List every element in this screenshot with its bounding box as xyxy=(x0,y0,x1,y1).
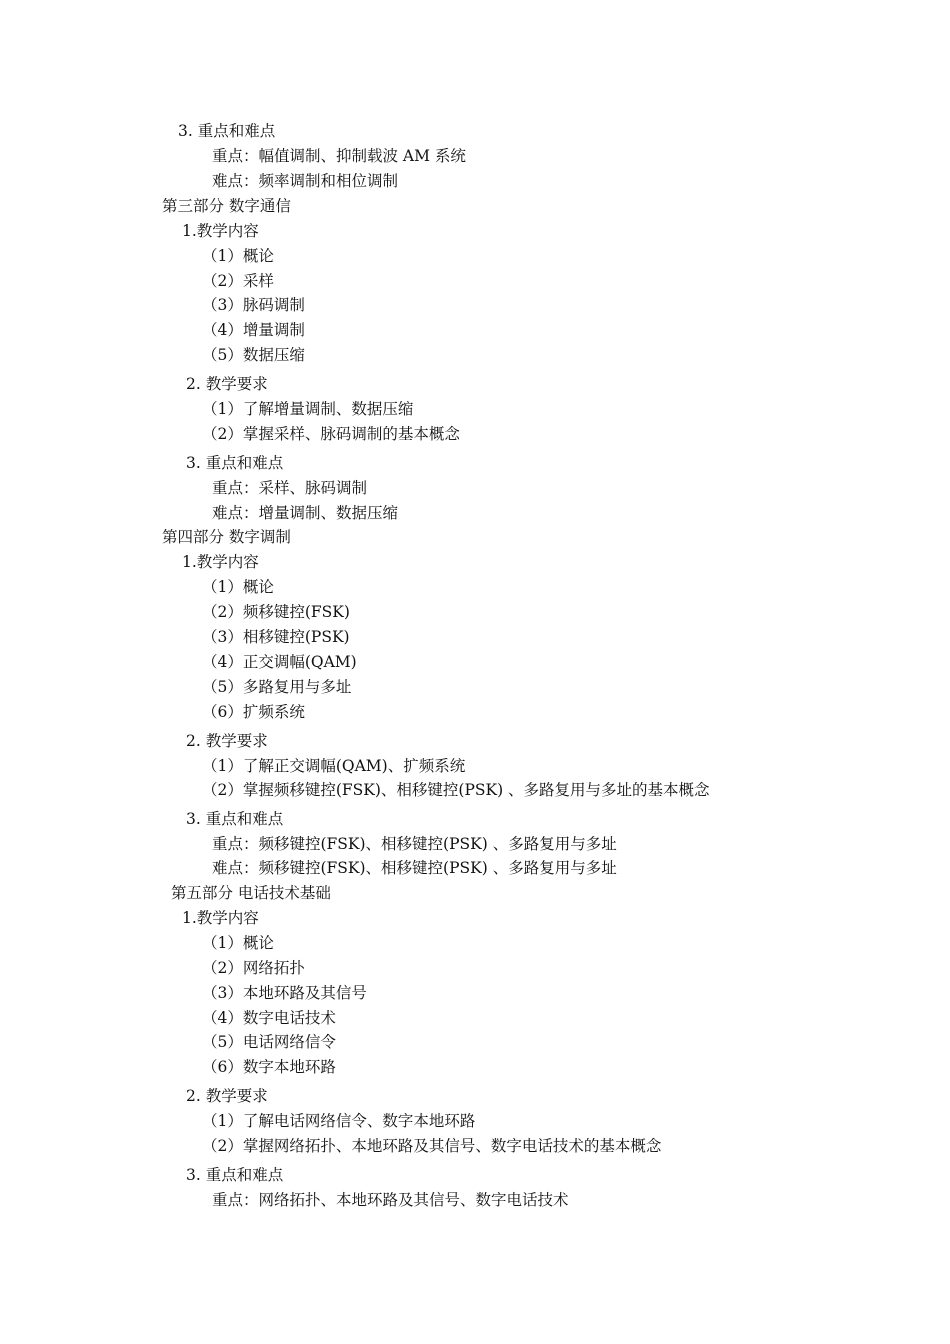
part5-content-item: （3）本地环路及其信号 xyxy=(202,984,367,1002)
part5-req-heading: 2. 教学要求 xyxy=(186,1087,268,1105)
part4-content-item: （2）频移键控(FSK) xyxy=(202,603,350,621)
part2-kd-heading: 3. 重点和难点 xyxy=(178,122,276,140)
part3-content-item: （1）概论 xyxy=(202,247,274,265)
part4-content-item: （5）多路复用与多址 xyxy=(202,678,352,696)
part4-req-item: （2）掌握频移键控(FSK)、相移键控(PSK) 、多路复用与多址的基本概念 xyxy=(202,781,710,799)
part4-title: 第四部分 数字调制 xyxy=(162,528,291,546)
part3-content-heading: 1.教学内容 xyxy=(182,222,259,240)
part5-content-item: （4）数字电话技术 xyxy=(202,1009,336,1027)
part5-content-item: （6）数字本地环路 xyxy=(202,1058,336,1076)
part4-req-heading: 2. 教学要求 xyxy=(186,732,268,750)
part3-req-heading: 2. 教学要求 xyxy=(186,375,268,393)
part4-content-item: （4）正交调幅(QAM) xyxy=(202,653,357,671)
part3-kd-heading: 3. 重点和难点 xyxy=(186,454,284,472)
part2-key-point: 重点：幅值调制、抑制载波 AM 系统 xyxy=(212,147,466,165)
part5-req-item: （2）掌握网络拓扑、本地环路及其信号、数字电话技术的基本概念 xyxy=(202,1137,662,1155)
part3-difficulty: 难点：增量调制、数据压缩 xyxy=(212,504,399,522)
part2-difficulty: 难点：频率调制和相位调制 xyxy=(212,172,399,190)
part5-content-heading: 1.教学内容 xyxy=(182,909,259,927)
part3-content-item: （5）数据压缩 xyxy=(202,346,305,364)
part3-title: 第三部分 数字通信 xyxy=(162,197,291,215)
part5-content-item: （5）电话网络信令 xyxy=(202,1033,336,1051)
part4-content-item: （1）概论 xyxy=(202,578,274,596)
part5-title: 第五部分 电话技术基础 xyxy=(171,884,331,902)
part3-content-item: （2）采样 xyxy=(202,272,274,290)
part4-req-item: （1）了解正交调幅(QAM)、扩频系统 xyxy=(202,757,466,775)
part4-content-item: （6）扩频系统 xyxy=(202,703,305,721)
part3-key-point: 重点：采样、脉码调制 xyxy=(212,479,368,497)
part4-kd-heading: 3. 重点和难点 xyxy=(186,810,284,828)
part5-kd-heading: 3. 重点和难点 xyxy=(186,1166,284,1184)
part5-key-point: 重点：网络拓扑、本地环路及其信号、数字电话技术 xyxy=(212,1191,569,1209)
part4-content-item: （3）相移键控(PSK) xyxy=(202,628,350,646)
part3-req-item: （2）掌握采样、脉码调制的基本概念 xyxy=(202,425,460,443)
part3-content-item: （4）增量调制 xyxy=(202,321,305,339)
part4-difficulty: 难点：频移键控(FSK)、相移键控(PSK) 、多路复用与多址 xyxy=(212,859,617,877)
part3-req-item: （1）了解增量调制、数据压缩 xyxy=(202,400,414,418)
part5-content-item: （1）概论 xyxy=(202,934,274,952)
part5-req-item: （1）了解电话网络信令、数字本地环路 xyxy=(202,1112,476,1130)
part5-content-item: （2）网络拓扑 xyxy=(202,959,305,977)
part4-content-heading: 1.教学内容 xyxy=(182,553,259,571)
part4-key-point: 重点：频移键控(FSK)、相移键控(PSK) 、多路复用与多址 xyxy=(212,835,617,853)
part3-content-item: （3）脉码调制 xyxy=(202,296,305,314)
